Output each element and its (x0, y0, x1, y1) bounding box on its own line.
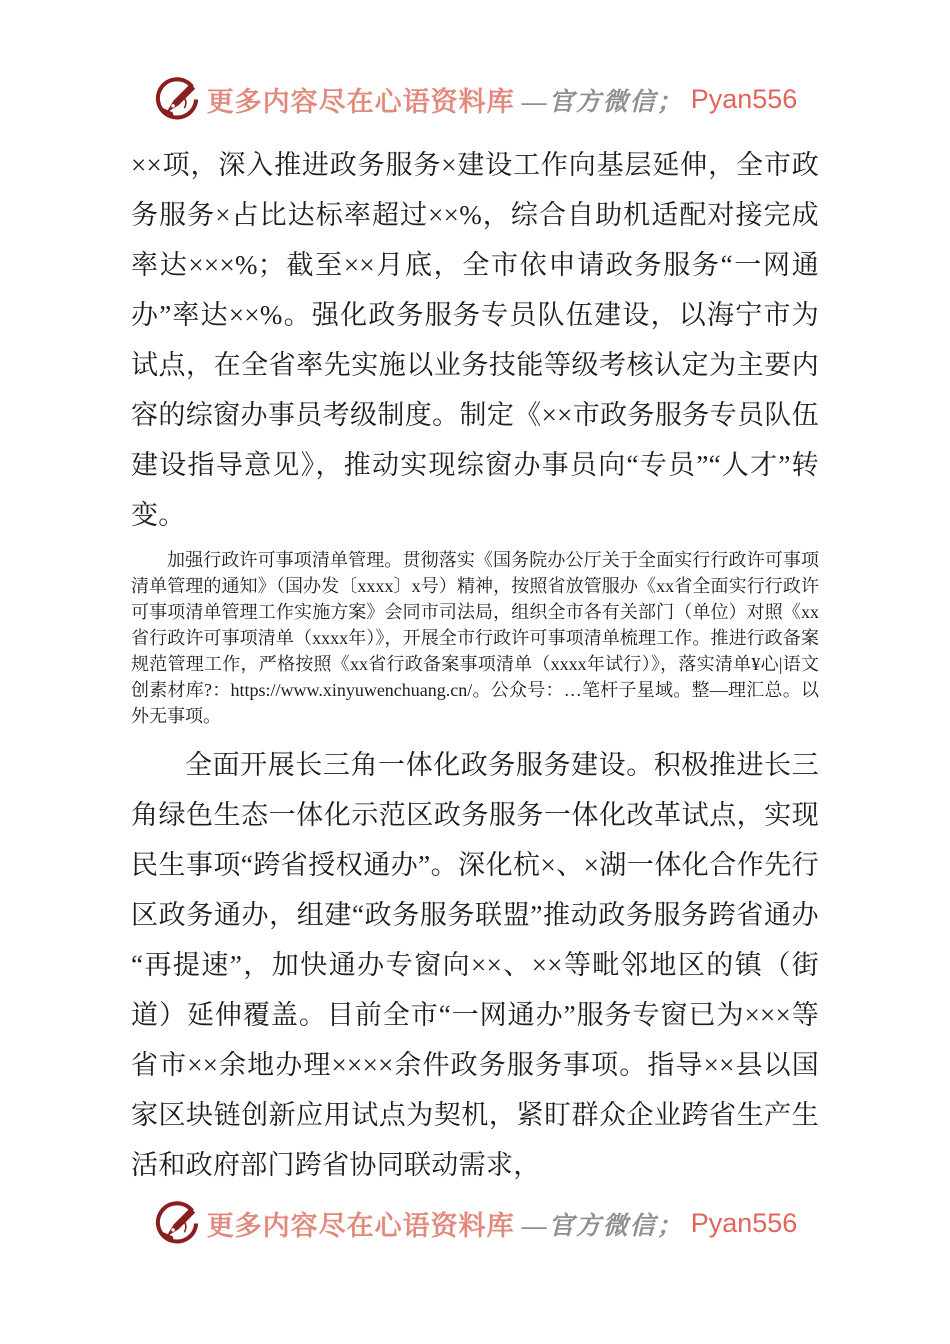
header-watermark (0, 76, 950, 123)
watermark-label: —官方微信； (521, 1212, 684, 1240)
body-paragraph-continuation: ××项，深入推进政务服务×建设工作向基层延伸，全市政务服务×占比达标率超过××%，综合自助机适配对接完成率达×××%；截至××月底，全市依申请政务服务“一网通办”率达××%。强化政务服务专员队伍建设，以海宁市为试点，在全省率先实施以业务技能等级考核认定为主要内容的综窗办事员考级制度。制定《××市政务服务专员队伍建设指导意见》，推动实现综窗办事员向“专员”“人才”转变。 (131, 150, 819, 530)
watermark-wechat-id: Pyan556 (690, 1208, 798, 1238)
watermark-wechat-id: Pyan556 (690, 84, 798, 114)
body-paragraph-small-note: 加强行政许可事项清单管理。贯彻落实《国务院办公厅关于全面实行行政许可事项清单管理的通知》（国办发〔xxxx〕x号）精神，按照省放管服办《xx省全面实行行政许可事项清单管理工作实施方案》会同市司法局，组织全市各有关部门（单位）对照《xx省行政许可事项清单（xxxx年）》，开展全市行政许可事项清单梳理工作。推进行政备案规范管理工作，严格按照《xx省行政备案事项清单（xxxx年试行）》，落实清单¥心|语文创素材库?：https://www.xinyuwenchuang.cn/。公众号：…笔杆子星域。整—理汇总。以外无事项。 (131, 550, 819, 726)
body-paragraph-main: 全面开展长三角一体化政务服务建设。积极推进长三角绿色生态一体化示范区政务服务一体化改革试点，实现民生事项“跨省授权通办”。深化杭×、×湖一体化合作先行区政务通办，组建“政务服务联盟”推动政务服务跨省通办“再提速”，加快通办专窗向××、××等毗邻地区的镇（街道）延伸覆盖。目前全市“一网通办”服务专窗已为×××等省市××余地办理××××余件政务服务事项。指导××县以国家区块链创新应用试点为契机，紧盯群众企业跨省生产生活和政府部门跨省协同联动需求， (131, 750, 819, 1180)
document-body (131, 140, 819, 1190)
watermark-brand-text: 更多内容尽在心语资料库 (206, 87, 515, 117)
pen-swirl-logo-icon (153, 76, 200, 123)
footer-watermark (0, 1200, 950, 1247)
watermark-brand-text: 更多内容尽在心语资料库 (206, 1211, 515, 1241)
watermark-label: —官方微信； (521, 88, 684, 116)
pen-swirl-logo-icon (153, 1200, 200, 1247)
